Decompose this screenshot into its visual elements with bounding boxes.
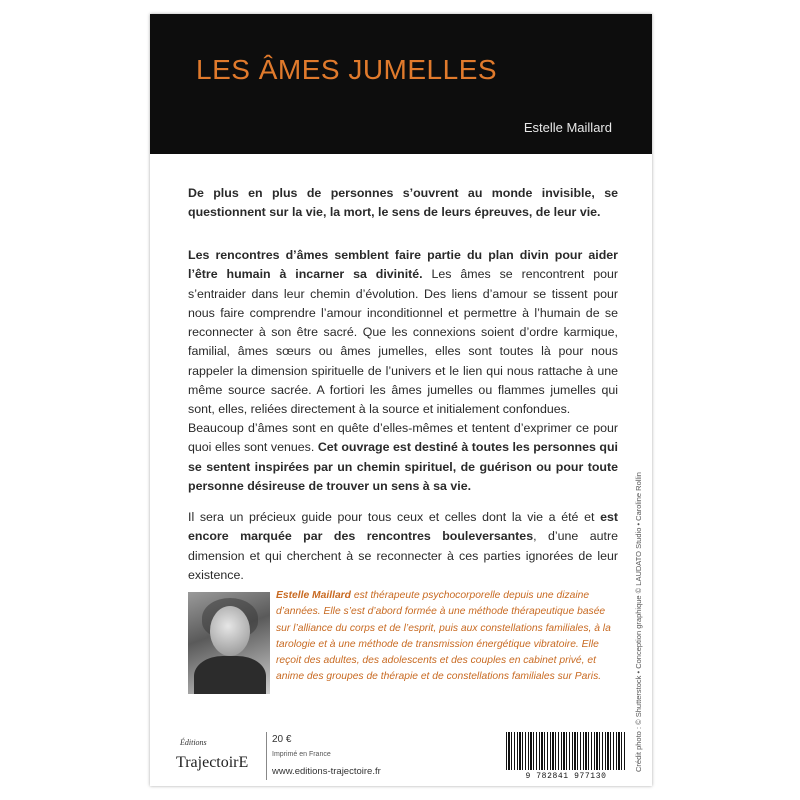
blurb-paragraph-4 bbox=[188, 508, 618, 585]
blurb-paragraph-2 bbox=[188, 246, 618, 420]
author-name: Estelle Maillard bbox=[523, 120, 612, 135]
blurb-paragraph-1: De plus en plus de personnes s’ouvrent au monde invisible, se questionnent sur la vie, la mort, le sens de leurs épreuves, de leur vie. bbox=[188, 186, 618, 220]
author-bio-text: est thérapeute psychocorporelle depuis une dizaine d’années. Elle s’est d’abord formée à une méthode thérapeutique basée sur l’alliance du corps et de l’esprit, puis aux constellations familiales, à la tarologie et à une méthode de transmission énergétique vibratoire. Elle reçoit des adultes, des adolescents et des couples en cabinet privé, et anime des groupes de thérapie et de constellations familiales sur Paris. bbox=[276, 590, 611, 683]
photo-credit-text: Crédit photo : © Shutterstock • Conception graphique © LAUDATO Studio • Caroline Rollin bbox=[634, 472, 643, 772]
printed-in: Imprimé en France bbox=[272, 751, 331, 758]
publisher-website: www.editions-trajectoire.fr bbox=[272, 766, 381, 777]
isbn-barcode bbox=[506, 732, 626, 782]
author-photo bbox=[188, 592, 270, 694]
price: 20 € bbox=[272, 734, 292, 745]
barcode-bars bbox=[506, 732, 626, 770]
author-bio-name: Estelle Maillard bbox=[276, 590, 351, 601]
blurb-paragraph-4-bold: est encore marquée par des rencontres bouleversantes bbox=[188, 510, 618, 544]
footer-divider bbox=[266, 732, 267, 780]
publisher-editions-label: Éditions bbox=[180, 738, 207, 747]
blurb-paragraph-2-text: Les âmes se rencontrent pour s’entraider dans leur chemin d’évolution. Des liens d’amour se tissent pour nous faire comprendre l’amour inconditionnel et permettre à l’humain de se reconnecter à son être sacré. Que les connexions soient d’ordre karmique, familial, âmes sœurs ou âmes jumelles, elles sont toutes là pour nous rappeler la dimension spirituelle de l’univers et le lien qui nous rattache à une même source sacrée. A fortiori les âmes jumelles ou flammes jumelles qui sont, elles, reliées directement à la source et initialement confondues. bbox=[188, 267, 618, 417]
blurb-paragraph-3 bbox=[188, 419, 618, 496]
blurb-paragraph-3-text: Beaucoup d’âmes sont en quête d’elles-mêmes et tentent d’exprimer ce pour quoi elles sont venues. bbox=[188, 421, 618, 455]
book-title: LES ÂMES JUMELLES bbox=[196, 54, 498, 85]
author-bio bbox=[276, 588, 621, 686]
blurb-paragraph-4-text-start: Il sera un précieux guide pour tous ceux et celles dont la vie a été et bbox=[188, 510, 601, 524]
blurb-paragraph-4-text-end: , d’une autre dimension et qui cherchent à se reconnecter à ces parties ignorées de leur existence. bbox=[188, 529, 618, 582]
book-back-cover bbox=[150, 14, 652, 786]
blurb-paragraph-2-bold: Les rencontres d’âmes semblent faire partie du plan divin pour aider l’être humain à incarner sa divinité. bbox=[188, 248, 618, 282]
cover-header bbox=[150, 14, 652, 154]
blurb-paragraph-3-bold: Cet ouvrage est destiné à toutes les personnes qui se sentent inspirées par un chemin spirituel, de guérison ou pour toute personne désireuse de trouver un sens à sa vie. bbox=[188, 440, 618, 493]
barcode-digits: 9 782841 977130 bbox=[525, 772, 607, 781]
publisher-logo: TrajectoirE bbox=[176, 754, 249, 771]
